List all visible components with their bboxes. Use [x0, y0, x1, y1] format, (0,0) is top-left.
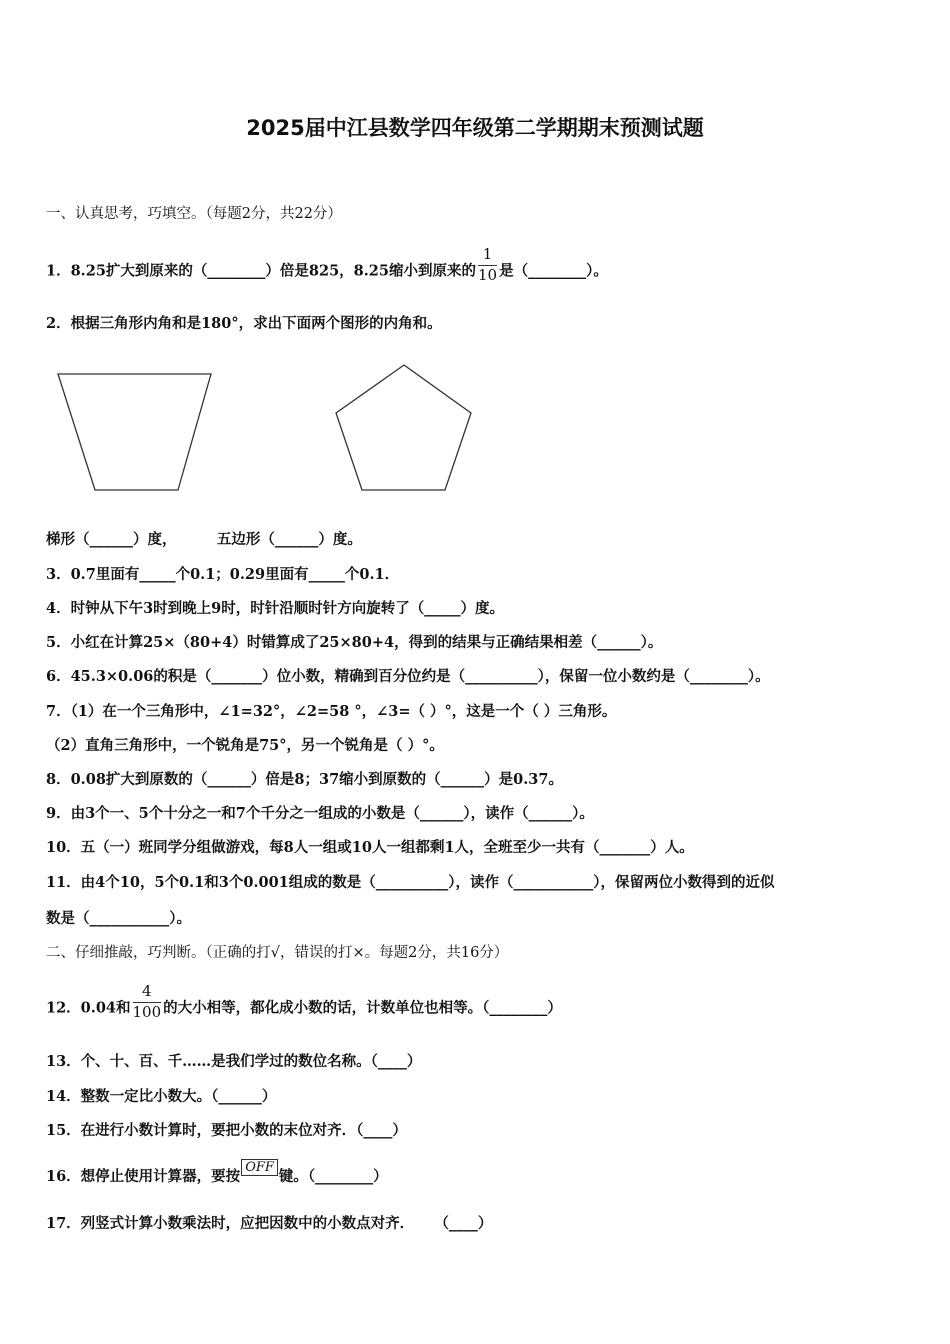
question-5: 5．小红在计算25×（80+4）时错算成了25×80+4，得到的结果与正确结果相差（______）。	[46, 634, 663, 651]
section-heading-1: 一、认真思考，巧填空。（每题2分，共22分）	[46, 206, 342, 222]
fraction-denominator: 100	[132, 1002, 162, 1021]
question-2-answer: 梯形（______）度， 五边形（______）度。	[46, 531, 362, 548]
fraction-four-hundredths	[133, 984, 162, 1021]
question-7-part-2: （2）直角三角形中，一个锐角是75°，另一个锐角是（ ）°。	[46, 737, 444, 754]
question-15: 15．在进行小数计算时，要把小数的末位对齐．（____）	[46, 1122, 407, 1139]
fraction-one-tenth	[478, 247, 497, 284]
question-11-line-2: 数是（___________）。	[46, 910, 191, 927]
question-2: 2．根据三角形内角和是180°，求出下面两个图形的内角和。	[46, 315, 442, 332]
off-key-icon: OFF	[241, 1159, 278, 1176]
q12-text-after: 的大小相等，都化成小数的话，计数单位也相等。（________）	[163, 999, 562, 1017]
question-3: 3．0.7里面有_____个0.1；0.29里面有_____个0.1．	[46, 566, 400, 583]
q1-text-before: 1．8.25扩大到原来的（________）倍是825，8.25缩小到原来的	[46, 262, 476, 280]
question-7-part-1: 7．（1）在一个三角形中，∠1=32°，∠2=58 °，∠3=（ ）°，这是一个（ ）三角形。	[46, 703, 617, 720]
question-13: 13．个、十、百、千……是我们学过的数位名称。（____）	[46, 1053, 422, 1070]
pentagon-figure	[330, 360, 480, 496]
question-6: 6．45.3×0.06的积是（_______）位小数，精确到百分位约是（__________），保留一位小数约是（________）。	[46, 668, 770, 685]
section-heading-2: 二、仔细推敲，巧判断。（正确的打√，错误的打×。每题2分，共16分）	[46, 945, 509, 961]
fraction-denominator: 10	[478, 265, 498, 284]
fraction-numerator: 1	[478, 247, 497, 266]
question-9: 9．由3个一、5个十分之一和7个千分之一组成的小数是（______），读作（______）。	[46, 805, 594, 822]
q1-text-after: 是（________）。	[499, 262, 608, 280]
q12-text-before: 12．0.04和	[46, 999, 131, 1017]
q16-text-after: 键。（________）	[278, 1168, 388, 1185]
fraction-numerator: 4	[133, 984, 162, 1003]
question-16	[46, 1160, 388, 1186]
question-1	[46, 245, 608, 290]
q16-text-before: 16．想停止使用计算器，要按	[46, 1168, 241, 1185]
question-14: 14．整数一定比小数大。（______）	[46, 1088, 277, 1105]
question-17: 17．列竖式计算小数乘法时，应把因数中的小数点对齐． （____）	[46, 1215, 493, 1232]
question-12	[46, 982, 562, 1027]
question-11-line-1: 11．由4个10，5个0.1和3个0.001组成的数是（__________），读作（___________），保留两位小数得到的近似	[46, 874, 775, 891]
question-4: 4．时钟从下午3时到晚上9时，时针沿顺时针方向旋转了（_____）度。	[46, 600, 505, 617]
question-10: 10．五（一）班同学分组做游戏，每8人一组或10人一组都剩1人，全班至少一共有（_______）人。	[46, 839, 694, 856]
page-title: 2025届中江县数学四年级第二学期期末预测试题	[246, 116, 704, 140]
trapezoid-figure	[50, 365, 220, 497]
question-8: 8．0.08扩大到原数的（______）倍是8；37缩小到原数的（______）是0.37。	[46, 771, 563, 788]
